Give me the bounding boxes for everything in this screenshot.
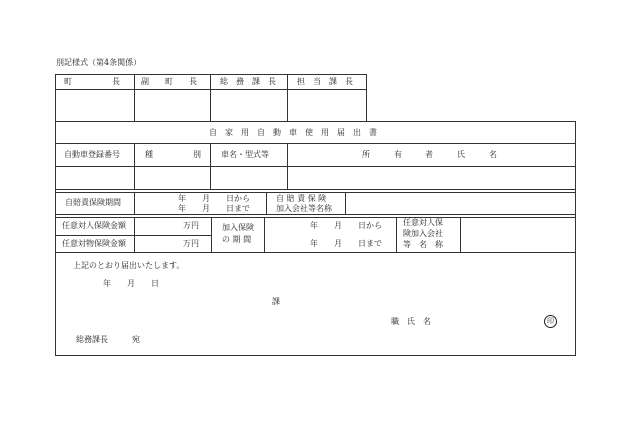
voluntary-company-label-line3: 等 名 称 <box>403 240 443 249</box>
insurance-period-label-line2: の 期 間 <box>222 235 252 244</box>
approval-header-general-affairs: 総 務 課 長 <box>220 77 276 86</box>
seal-mark-icon: 印 <box>544 315 557 328</box>
declaration-date: 年 月 日 <box>103 279 159 288</box>
declaration-staff-name-label: 職 氏 名 <box>391 317 431 326</box>
personal-amount-unit: 万円 <box>183 221 199 230</box>
approval-header-section-chief: 担 当 課 長 <box>297 77 353 86</box>
voluntary-company-label-line1: 任意対人保 <box>403 218 443 227</box>
declaration-addressee: 総務課長 宛 <box>76 335 140 344</box>
document-label: 別記様式（第4条関係） <box>56 58 142 67</box>
declaration-department: 課 <box>272 297 280 306</box>
declaration-text: 上記のとおり届出いたします。 <box>73 261 185 270</box>
insurance-period-label-line1: 加入保険 <box>222 223 254 232</box>
form-title: 自 家 用 自 動 車 使 用 届 出 書 <box>209 128 377 137</box>
cali-period-to: 年 月 日まで <box>178 204 250 213</box>
cali-period-label: 自賠責保険期間 <box>65 198 121 207</box>
voluntary-property-amount-label: 任意対物保険金額 <box>62 239 126 248</box>
vehicle-type-label: 種 別 <box>145 150 201 159</box>
voluntary-period-to: 年 月 日まで <box>310 239 382 248</box>
cali-company-label-line1: 自 賠 責 保 険 <box>276 194 327 203</box>
approval-header-mayor: 町 長 <box>64 77 120 86</box>
vehicle-reg-number-label: 自動車登録番号 <box>64 150 120 159</box>
vehicle-name-model-label: 車名・型式等 <box>221 150 269 159</box>
owner-label-a: 所 有 <box>362 150 402 159</box>
cali-company-label-line2: 加入会社等名称 <box>276 204 332 213</box>
approval-header-deputy-mayor: 副 町 長 <box>141 77 197 86</box>
property-amount-unit: 万円 <box>183 239 199 248</box>
voluntary-personal-amount-label: 任意対人保険金額 <box>62 221 126 230</box>
voluntary-company-label-line2: 険加入会社 <box>403 229 443 238</box>
voluntary-period-from: 年 月 日から <box>310 221 382 230</box>
owner-label-b: 者 氏 名 <box>425 150 497 159</box>
cali-period-from: 年 月 日から <box>178 194 250 203</box>
